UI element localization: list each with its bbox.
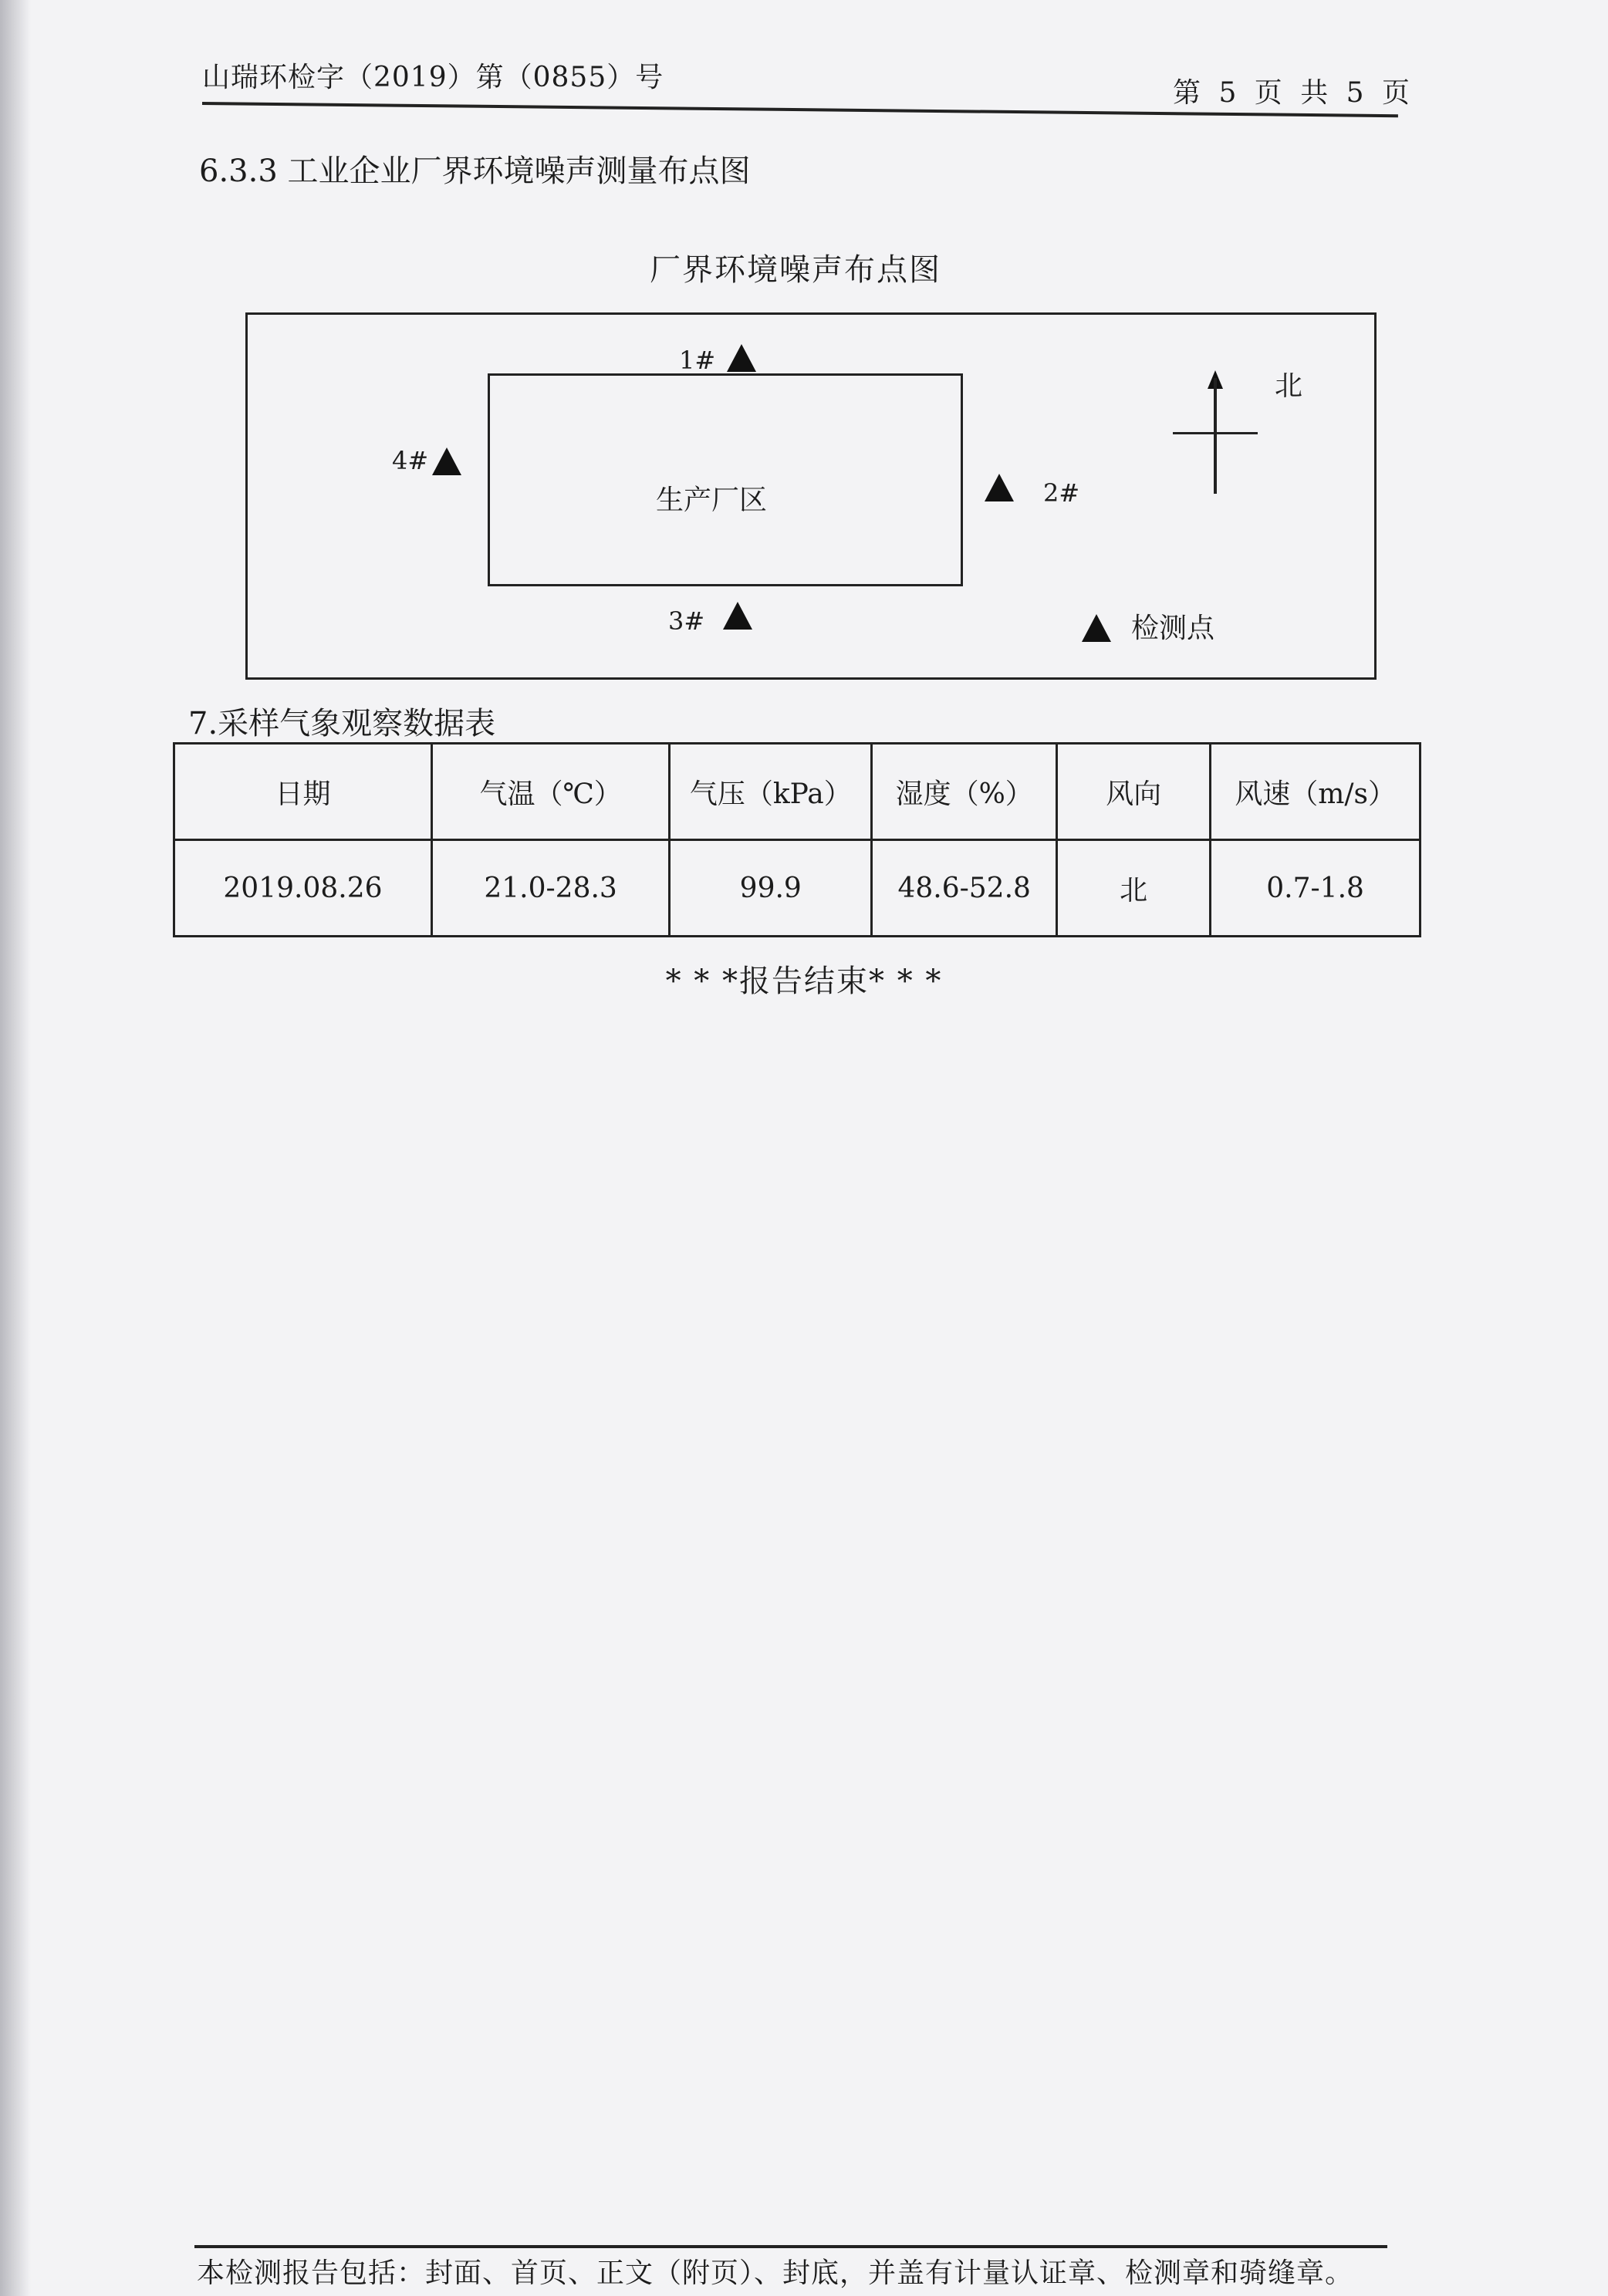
cell-humidity: 48.6-52.8 <box>872 840 1057 937</box>
report-end-marker: * * *报告结束* * * <box>665 964 943 999</box>
binding-shadow <box>0 0 31 2296</box>
footer-rule <box>194 2245 1387 2248</box>
table-row <box>174 840 1421 937</box>
north-arrow-crossbar <box>1173 432 1258 434</box>
section-633-title: 6.3.3 工业企业厂界环境噪声测量布点图 <box>199 154 751 189</box>
north-arrow-shaft <box>1214 378 1217 494</box>
cell-wind-direction: 北 <box>1057 840 1211 937</box>
section-7-title: 7.采样气象观察数据表 <box>188 706 496 741</box>
doc-number: 山瑞环检字（2019）第（0855）号 <box>202 62 664 93</box>
cell-pressure: 99.9 <box>670 840 872 937</box>
north-label: 北 <box>1275 370 1303 402</box>
header-wind-direction: 风向 <box>1057 744 1211 840</box>
point-1-triangle-icon <box>727 344 756 372</box>
weather-table <box>173 742 1421 937</box>
point-2-triangle-icon <box>985 474 1014 501</box>
point-4-triangle-icon <box>432 447 461 475</box>
point-1-label: 1# <box>679 346 716 375</box>
table-header-row <box>174 744 1421 840</box>
header-wind-speed: 风速（m/s） <box>1211 744 1421 840</box>
legend-triangle-icon <box>1082 614 1111 642</box>
cell-wind-speed: 0.7-1.8 <box>1211 840 1421 937</box>
header-humidity: 湿度（%） <box>872 744 1057 840</box>
footer-note: 本检测报告包括：封面、首页、正文（附页）、封底，并盖有计量认证章、检测章和骑缝章。 <box>197 2257 1354 2289</box>
header-date: 日期 <box>174 744 432 840</box>
header-pressure: 气压（kPa） <box>670 744 872 840</box>
production-zone-label: 生产厂区 <box>656 485 768 516</box>
cell-temperature: 21.0-28.3 <box>431 840 669 937</box>
point-3-triangle-icon <box>723 602 752 630</box>
diagram-title: 厂界环境噪声布点图 <box>650 252 941 288</box>
point-4-label: 4# <box>392 446 429 475</box>
cell-date: 2019.08.26 <box>174 840 432 937</box>
point-2-label: 2# <box>1043 478 1080 508</box>
page-info: 第 5 页 共 5 页 <box>1173 77 1415 109</box>
legend-label: 检测点 <box>1131 613 1215 644</box>
header-temperature: 气温（℃） <box>431 744 669 840</box>
point-3-label: 3# <box>668 606 705 636</box>
